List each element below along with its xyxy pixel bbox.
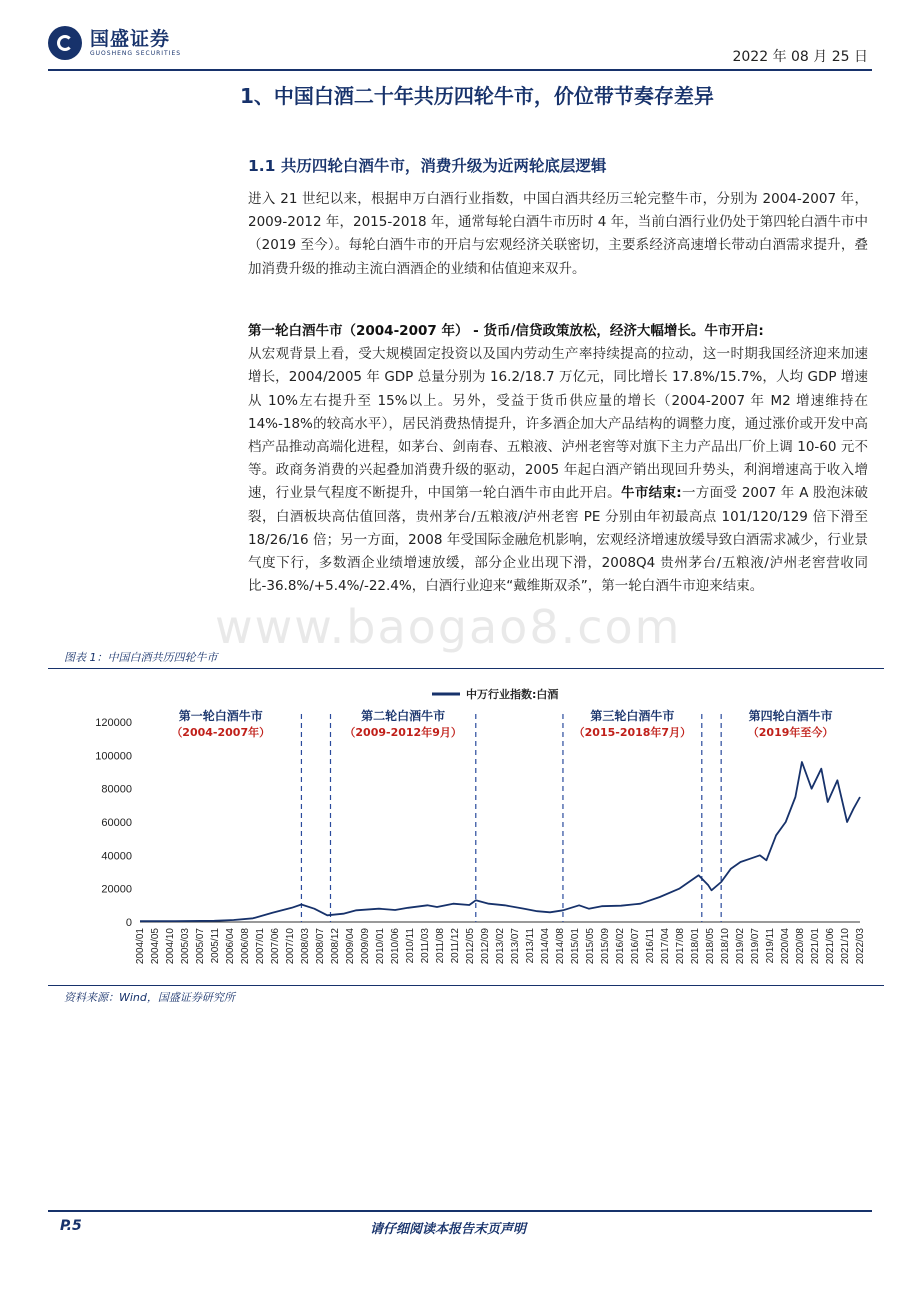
x-tick-label: 2012/09 bbox=[480, 928, 491, 965]
x-tick-label: 2013/07 bbox=[510, 928, 521, 965]
bull-market-period: （2015-2018年7月） bbox=[573, 726, 692, 739]
x-tick-label: 2009/09 bbox=[360, 928, 371, 965]
legend-label: 中万行业指数:白酒 bbox=[466, 688, 559, 701]
x-tick-label: 2014/04 bbox=[540, 928, 551, 965]
x-tick-label: 2018/01 bbox=[690, 928, 701, 965]
x-tick-label: 2015/01 bbox=[570, 928, 581, 965]
intro-paragraph: 进入 21 世纪以来，根据申万白酒行业指数，中国白酒共经历三轮完整牛市，分别为 2004-2007 年，2009-2012 年，2015-2018 年，通常每轮白酒牛市历时 4 年，当前白酒行业仍处于第四轮白酒牛市中（2019 至今）。每轮白酒牛市的开启与宏观经济关联密切，主要系经济高速增长带动白酒需求提升，叠加消费升级的推动主流白酒酒企的业绩和估值迎来双升。 bbox=[248, 191, 868, 277]
footer-divider bbox=[48, 1210, 872, 1212]
header-divider bbox=[48, 69, 872, 71]
figure-bottom-rule bbox=[48, 985, 884, 986]
figure-caption: 图表 1：中国白酒共历四轮牛市 bbox=[64, 651, 218, 664]
baijiu-index-chart bbox=[60, 672, 870, 984]
bull-market-labels bbox=[171, 708, 833, 739]
x-tick-label: 2010/06 bbox=[390, 928, 401, 965]
x-tick-label: 2005/11 bbox=[210, 928, 221, 964]
y-tick-label: 20000 bbox=[101, 883, 132, 896]
x-tick-label: 2022/03 bbox=[855, 928, 866, 965]
x-tick-label: 2016/11 bbox=[645, 928, 656, 964]
page-number: P.5 bbox=[60, 1218, 82, 1234]
x-tick-label: 2005/03 bbox=[180, 928, 191, 965]
subsection-title: 1.1 共历四轮白酒牛市，消费升级为近两轮底层逻辑 bbox=[248, 157, 607, 175]
x-tick-label: 2006/08 bbox=[240, 928, 251, 965]
section-title: 1、中国白酒二十年共历四轮牛市，价位带节奏存差异 bbox=[240, 84, 714, 108]
x-tick-label: 2005/07 bbox=[195, 928, 206, 965]
x-tick-label: 2018/05 bbox=[705, 928, 716, 965]
x-tick-label: 2017/08 bbox=[675, 928, 686, 965]
round1-end-label: 牛市结束: bbox=[621, 485, 682, 502]
x-tick-label: 2016/02 bbox=[615, 928, 626, 965]
bull-market-label: 第一轮白酒牛市 bbox=[178, 709, 263, 723]
x-tick-label: 2008/03 bbox=[300, 928, 311, 965]
x-tick-label: 2011/12 bbox=[450, 928, 461, 964]
watermark: www.baogao8.com bbox=[215, 600, 682, 654]
x-tick-label: 2017/04 bbox=[660, 928, 671, 965]
x-tick-label: 2021/10 bbox=[840, 928, 851, 965]
x-tick-label: 2010/11 bbox=[405, 928, 416, 964]
x-tick-label: 2011/03 bbox=[420, 928, 431, 964]
x-tick-label: 2011/08 bbox=[435, 928, 446, 964]
y-tick-label: 0 bbox=[125, 917, 132, 929]
x-tick-label: 2010/01 bbox=[375, 928, 386, 965]
x-tick-label: 2016/07 bbox=[630, 928, 641, 965]
figure-top-rule bbox=[48, 668, 884, 669]
x-tick-label: 2006/04 bbox=[225, 928, 236, 965]
y-tick-label: 40000 bbox=[101, 850, 132, 863]
y-tick-label: 60000 bbox=[101, 817, 132, 829]
y-tick-label: 80000 bbox=[101, 783, 132, 796]
x-tick-label: 2019/02 bbox=[735, 928, 746, 965]
page-header bbox=[48, 26, 872, 68]
y-tick-label: 100000 bbox=[95, 750, 132, 763]
round1-end-body: 一方面受 2007 年 A 股泡沫破裂，白酒板块高估值回落，贵州茅台/五粮液/泸州老窖 PE 分别由年初最高点 101/120/129 倍下滑至 18/26/16 倍；另一方面，2008 年受国际金融危机影响，宏观经济增速放缓导致白酒需求减少，行业景气度下行，多数酒企业绩增速放缓，部分企业出现下滑，2008Q4 贵州茅台/五粮液/泸州老窖营收同比-36.8%/+5.4%/-22.4%，白酒行业迎来“戴维斯双杀”，第一轮白酒牛市迎来结束。 bbox=[248, 485, 868, 595]
x-tick-label: 2004/05 bbox=[150, 928, 161, 965]
x-tick-label: 2020/04 bbox=[780, 928, 791, 965]
x-tick-label: 2019/07 bbox=[750, 928, 761, 965]
bull-market-period: （2004-2007年） bbox=[171, 726, 271, 739]
bull-market-period: （2019年至今） bbox=[747, 726, 834, 739]
chart-axes bbox=[95, 717, 866, 964]
x-tick-label: 2015/05 bbox=[585, 928, 596, 965]
x-tick-label: 2004/01 bbox=[135, 928, 146, 965]
figure-source: 资料来源：Wind，国盛证券研究所 bbox=[64, 991, 235, 1004]
round1-body: 从宏观背景上看，受大规模固定投资以及国内劳动生产率持续提高的拉动，这一时期我国经济迎来加速增长，2004/2005 年 GDP 总量分别为 16.2/18.7 万亿元，同比增长 17.8%/15.7%，人均 GDP 增速从 10%左右提升至 15%以上。另外，受益于货币供应量的增长（2004-2007 年 M2 增速维持在 14%-18%的较高水平），居民消费热情提升，许多酒企加大产品结构的调整力度，通过涨价或开发中高档产品推动高端化进程，如茅台、剑南春、五粮液、泸州老窖等对旗下主力产品出厂价上调 10-60 元不等。政商务消费的兴起叠加消费升级的驱动，2005 年起白酒产销出现回升势头，利润增速高于收入增速，行业景气程度不断提升，中国第一轮白酒牛市由此开启。 bbox=[248, 346, 868, 502]
bull-market-label: 第四轮白酒牛市 bbox=[748, 709, 833, 723]
round1-paragraph bbox=[248, 320, 868, 598]
bull-market-label: 第二轮白酒牛市 bbox=[361, 709, 446, 723]
brand-name-en: GUOSHENG SECURITIES bbox=[90, 50, 182, 57]
x-tick-label: 2013/11 bbox=[525, 928, 536, 964]
x-tick-label: 2015/09 bbox=[600, 928, 611, 965]
bull-market-label: 第三轮白酒牛市 bbox=[590, 709, 675, 723]
logo-icon bbox=[48, 26, 82, 60]
x-tick-label: 2014/08 bbox=[555, 928, 566, 965]
x-tick-label: 2020/08 bbox=[795, 928, 806, 965]
footer-disclaimer: 请仔细阅读本报告末页声明 bbox=[370, 1222, 527, 1237]
x-tick-label: 2008/07 bbox=[315, 928, 326, 965]
chart-series bbox=[140, 762, 860, 921]
x-tick-label: 2019/11 bbox=[765, 928, 776, 964]
x-tick-label: 2013/02 bbox=[495, 928, 506, 965]
series-line bbox=[140, 762, 860, 921]
brand-logo bbox=[48, 26, 181, 60]
y-tick-label: 120000 bbox=[95, 717, 132, 729]
x-tick-label: 2009/04 bbox=[345, 928, 356, 965]
x-tick-label: 2004/10 bbox=[165, 928, 176, 965]
brand-name-cn: 国盛证券 bbox=[90, 28, 171, 50]
bull-market-dividers bbox=[301, 714, 721, 922]
x-tick-label: 2012/05 bbox=[465, 928, 476, 965]
x-tick-label: 2021/06 bbox=[825, 928, 836, 965]
round1-heading: 第一轮白酒牛市（2004-2007 年） - 货币/信贷政策放松，经济大幅增长。牛市开启: bbox=[248, 323, 764, 339]
bull-market-period: （2009-2012年9月） bbox=[344, 726, 462, 739]
x-tick-label: 2007/06 bbox=[270, 928, 281, 965]
chart-legend bbox=[432, 687, 558, 701]
x-tick-label: 2021/01 bbox=[810, 928, 821, 965]
x-tick-label: 2008/12 bbox=[330, 928, 341, 965]
x-tick-label: 2018/10 bbox=[720, 928, 731, 965]
x-tick-label: 2007/10 bbox=[285, 928, 296, 965]
report-date: 2022 年 08 月 25 日 bbox=[732, 49, 868, 65]
x-tick-label: 2007/01 bbox=[255, 928, 266, 965]
